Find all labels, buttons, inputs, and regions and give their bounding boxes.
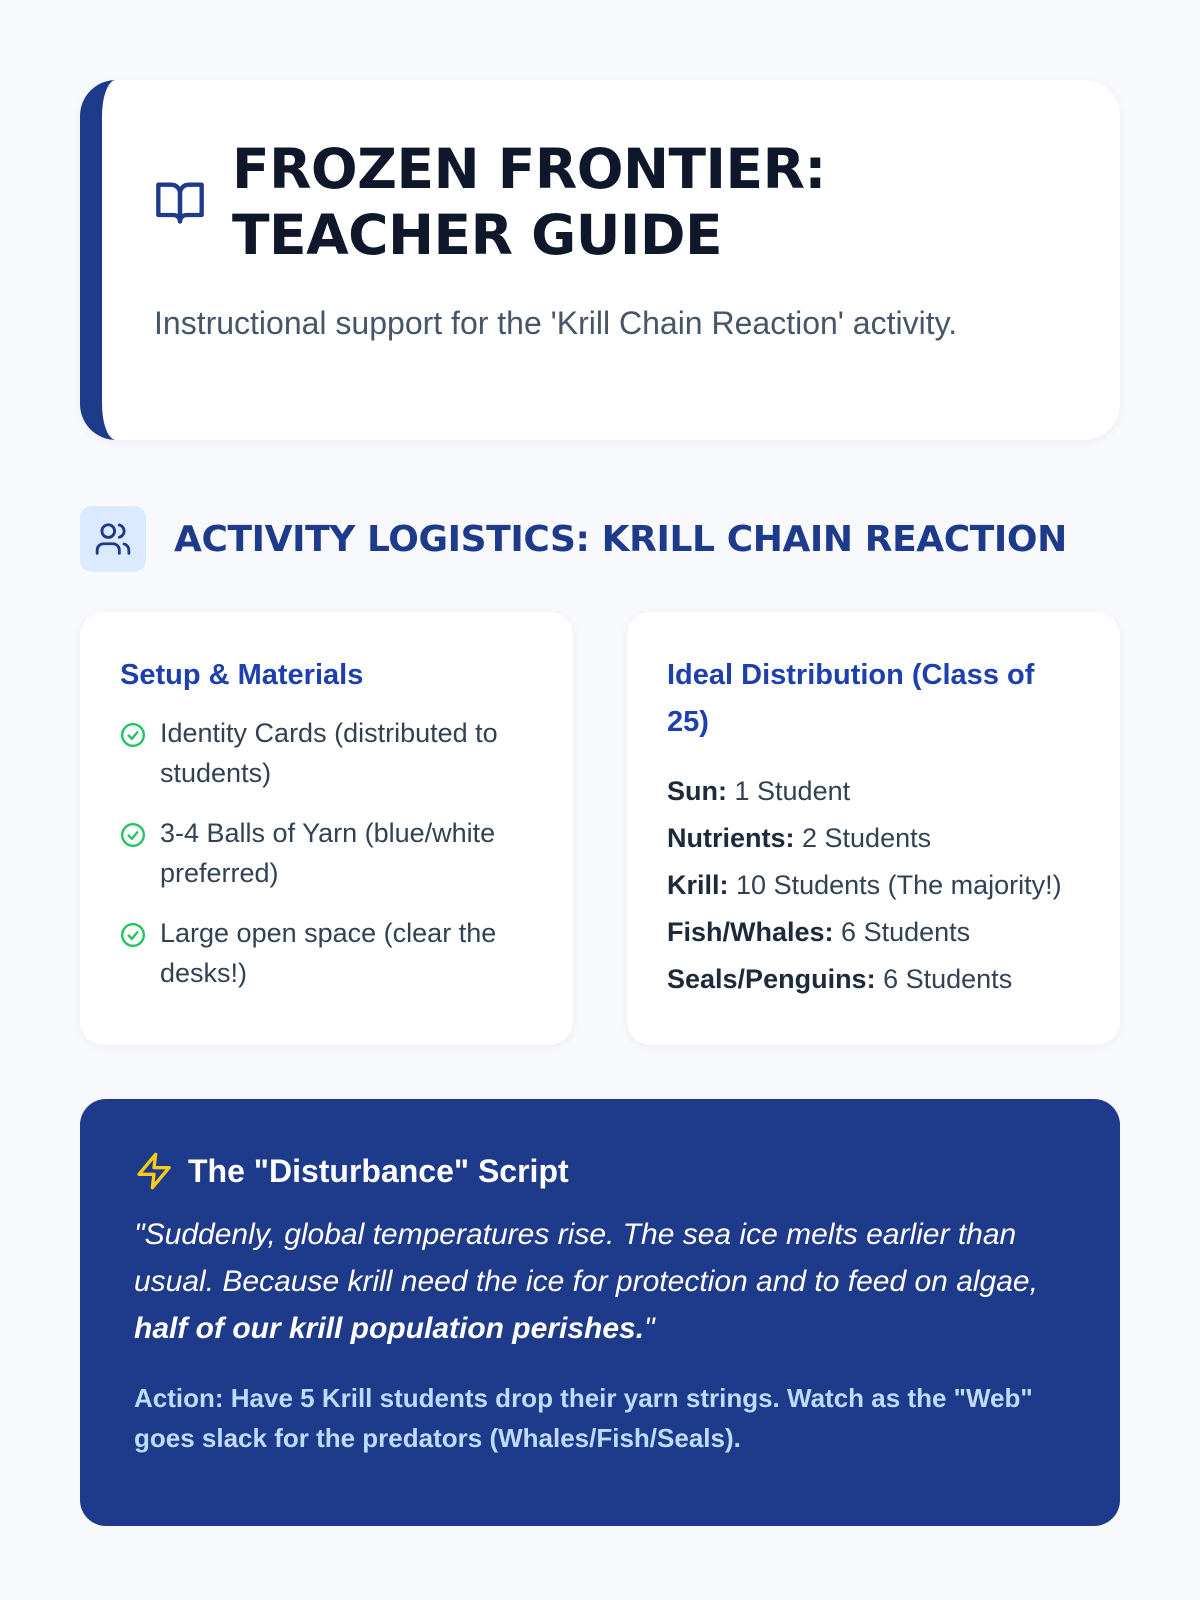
users-badge [80, 506, 146, 572]
header-top [154, 136, 1060, 268]
distribution-row [667, 815, 1080, 862]
role-count: 1 Student [734, 776, 851, 806]
distribution-row [667, 768, 1080, 815]
script-quote [134, 1211, 1066, 1352]
setup-title: Setup & Materials [120, 659, 364, 691]
role-label: Sun: [667, 776, 727, 806]
role-label: Fish/Whales: [667, 917, 834, 947]
section-heading [80, 506, 1120, 572]
list-item-label: Identity Cards (distributed to students) [160, 718, 498, 788]
role-count: 6 Students [841, 917, 971, 947]
quote-close: " [644, 1312, 655, 1345]
role-count: 2 Students [802, 823, 932, 853]
setup-card [80, 612, 573, 1045]
distribution-row [667, 956, 1080, 1003]
lightning-bolt-icon [134, 1151, 174, 1191]
role-label: Nutrients: [667, 823, 795, 853]
list-item [120, 913, 533, 993]
page-title: FROZEN FRONTIER: TEACHER GUIDE [232, 137, 826, 267]
list-item [120, 813, 533, 893]
role-count: 10 Students (The majority!) [736, 870, 1062, 900]
role-label: Krill: [667, 870, 729, 900]
section-title: ACTIVITY LOGISTICS: KRILL CHAIN REACTION [174, 518, 1067, 560]
check-circle-icon [120, 822, 146, 848]
logistics-cards [80, 612, 1120, 1045]
distribution-card [627, 612, 1120, 1045]
distribution-list [667, 768, 1080, 1003]
list-item-label: 3-4 Balls of Yarn (blue/white preferred) [160, 818, 496, 888]
page-subtitle: Instructional support for the 'Krill Chain Reaction' activity. [154, 305, 958, 341]
script-heading [134, 1151, 1066, 1191]
check-circle-icon [120, 722, 146, 748]
distribution-row [667, 862, 1080, 909]
quote-text: "Suddenly, global temperatures rise. The sea ice melts earlier than usual. Because krill need the ice for protection and to feed on algae, [134, 1218, 1038, 1298]
materials-list [120, 713, 533, 993]
quote-emphasis: half of our krill population perishes. [134, 1312, 645, 1345]
list-item [120, 713, 533, 793]
book-open-icon [154, 176, 206, 228]
distribution-title: Ideal Distribution (Class of 25) [667, 659, 1035, 738]
role-label: Seals/Penguins: [667, 964, 876, 994]
script-action: Action: Have 5 Krill students drop their yarn strings. Watch as the "Web" goes slack for the predators (Whales/Fish/Seals). [134, 1383, 1033, 1453]
check-circle-icon [120, 922, 146, 948]
users-icon [94, 520, 132, 558]
role-count: 6 Students [883, 964, 1013, 994]
disturbance-script-card [80, 1099, 1120, 1526]
distribution-row [667, 909, 1080, 956]
script-title: The "Disturbance" Script [188, 1152, 569, 1189]
list-item-label: Large open space (clear the desks!) [160, 918, 497, 988]
header-card [80, 80, 1120, 440]
